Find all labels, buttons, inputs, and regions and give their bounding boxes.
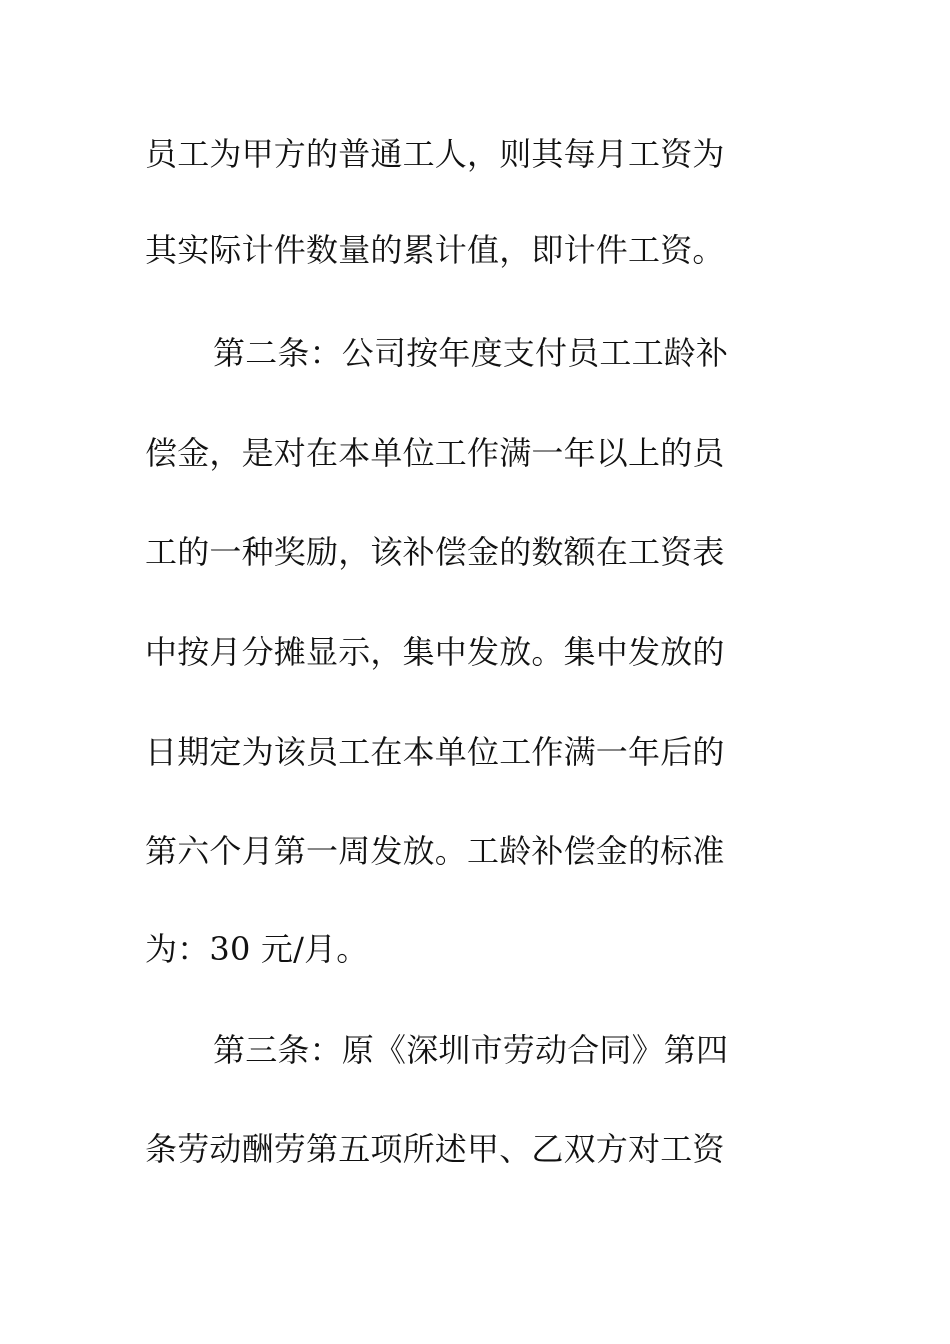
text-line-6: 中按月分摊显示，集中发放。集中发放的 — [145, 633, 725, 671]
text-line-4: 偿金，是对在本单位工作满一年以上的员 — [145, 434, 725, 472]
text-line-5: 工的一种奖励，该补偿金的数额在工资表 — [145, 533, 725, 571]
text-line-1: 员工为甲方的普通工人，则其每月工资为 — [145, 135, 725, 173]
text-line-10-article-3-start: 第三条：原《深圳市劳动合同》第四 — [213, 1031, 729, 1069]
text-line-2: 其实际计件数量的累计值，即计件工资。 — [145, 231, 725, 269]
text-line-11: 条劳动酬劳第五项所述甲、乙双方对工资 — [145, 1130, 725, 1168]
text-line-8: 第六个月第一周发放。工龄补偿金的标准 — [145, 832, 725, 870]
text-line-7: 日期定为该员工在本单位工作满一年后的 — [145, 733, 725, 771]
text-line-3-article-2-start: 第二条：公司按年度支付员工工龄补 — [213, 334, 729, 372]
text-line-9: 为：30 元/月。 — [145, 930, 369, 968]
